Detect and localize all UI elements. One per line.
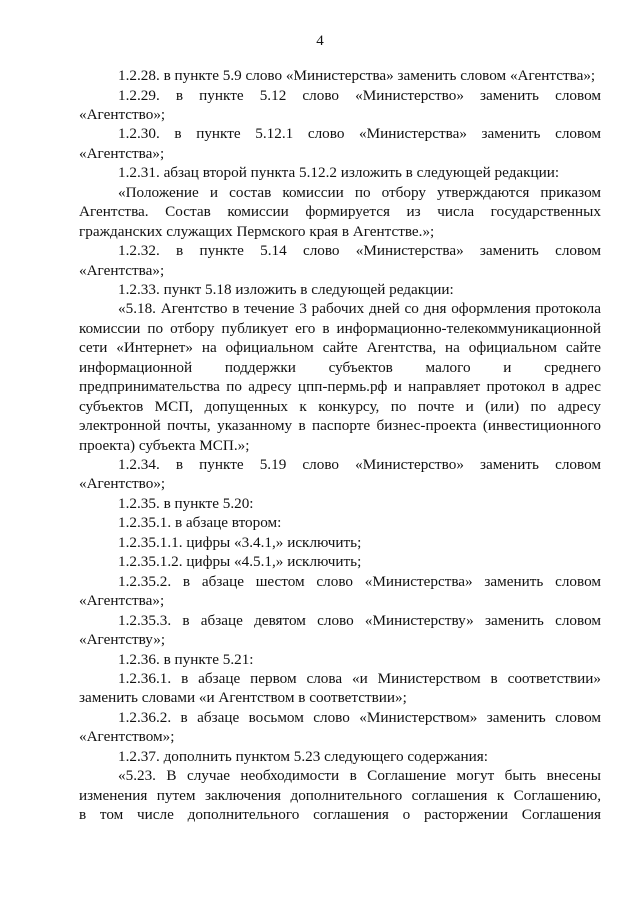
- text-line: «Агентства»;: [79, 261, 165, 279]
- text-line: 1.2.30. в пункте 5.12.1 слово «Министерства» заменить словом: [118, 125, 601, 143]
- text-line: «Агентство»;: [79, 105, 166, 123]
- text-line: информационной поддержки субъектов малого и среднего: [79, 358, 601, 376]
- text-line: заменить словами «и Агентством в соответствии»;: [79, 689, 407, 707]
- text-line: 1.2.29. в пункте 5.12 слово «Министерство» заменить словом: [118, 86, 601, 104]
- text-line: сети «Интернет» на официальном сайте Агентства, на официальном сайте: [79, 339, 601, 357]
- text-line: «Агентства»;: [79, 592, 165, 610]
- text-line: «Положение и состав комиссии по отбору утверждаются приказом: [118, 183, 601, 201]
- text-line: «5.23. В случае необходимости в Соглашение могут быть внесены: [118, 767, 601, 785]
- text-line: гражданских служащих Пермского края в Агентстве.»;: [79, 222, 435, 240]
- text-line: «Агентству»;: [79, 631, 166, 648]
- text-line: 1.2.35.1.2. цифры «4.5.1,» исключить;: [118, 553, 362, 571]
- text-line: «Агентства»;: [79, 144, 165, 162]
- text-line: электронной почты, указанному в паспорте бизнес-проекта (инвестиционного: [79, 417, 601, 435]
- text-line: изменения путем заключения дополнительного соглашения к Соглашению,: [79, 786, 601, 804]
- text-line: Агентства. Состав комиссии формируется из числа государственных: [79, 203, 601, 221]
- text-line: комиссии по отбору публикует его в информационно-телекоммуникационной: [79, 319, 601, 337]
- text-line: в том числе дополнительного соглашения о расторжении Соглашения: [79, 806, 601, 824]
- text-line: 1.2.33. пункт 5.18 изложить в следующей редакции:: [118, 280, 454, 298]
- text-line: 1.2.35.1.1. цифры «3.4.1,» исключить;: [118, 533, 362, 551]
- text-line: субъектов МСП, допущенных к конкурсу, по почте и (или) по адресу: [79, 397, 601, 415]
- text-line: 1.2.35.2. в абзаце шестом слово «Министерства» заменить словом: [118, 572, 601, 590]
- page-number: 4: [316, 33, 324, 49]
- text-line: 1.2.37. дополнить пунктом 5.23 следующего содержания:: [118, 747, 489, 765]
- text-line: 1.2.36.1. в абзаце первом слова «и Министерством в соответствии»: [118, 669, 601, 687]
- text-line: 1.2.28. в пункте 5.9 слово «Министерства» заменить словом «Агентства»;: [118, 67, 596, 84]
- text-line: 1.2.36.2. в абзаце восьмом слово «Министерством» заменить словом: [118, 708, 601, 726]
- text-line: 1.2.32. в пункте 5.14 слово «Министерства» заменить словом: [118, 242, 601, 259]
- text-line: 1.2.36. в пункте 5.21:: [118, 650, 254, 668]
- text-line: проекта) субъекта МСП.»;: [79, 436, 250, 454]
- text-line: 1.2.35.3. в абзаце девятом слово «Министерству» заменить словом: [118, 611, 601, 629]
- text-line: предпринимательства по адресу цпп-пермь.рф и направляет протокол в адрес: [79, 378, 601, 396]
- text-line: «Агентство»;: [79, 475, 166, 493]
- text-line: 1.2.35. в пункте 5.20:: [118, 494, 254, 512]
- text-line: 1.2.34. в пункте 5.19 слово «Министерство» заменить словом: [118, 456, 601, 473]
- text-line: «5.18. Агентство в течение 3 рабочих дней со дня оформления протокола: [118, 300, 601, 318]
- text-line: 1.2.31. абзац второй пункта 5.12.2 изложить в следующей редакции:: [118, 164, 560, 182]
- text-line: 1.2.35.1. в абзаце втором:: [118, 514, 282, 532]
- text-line: «Агентством»;: [79, 728, 175, 746]
